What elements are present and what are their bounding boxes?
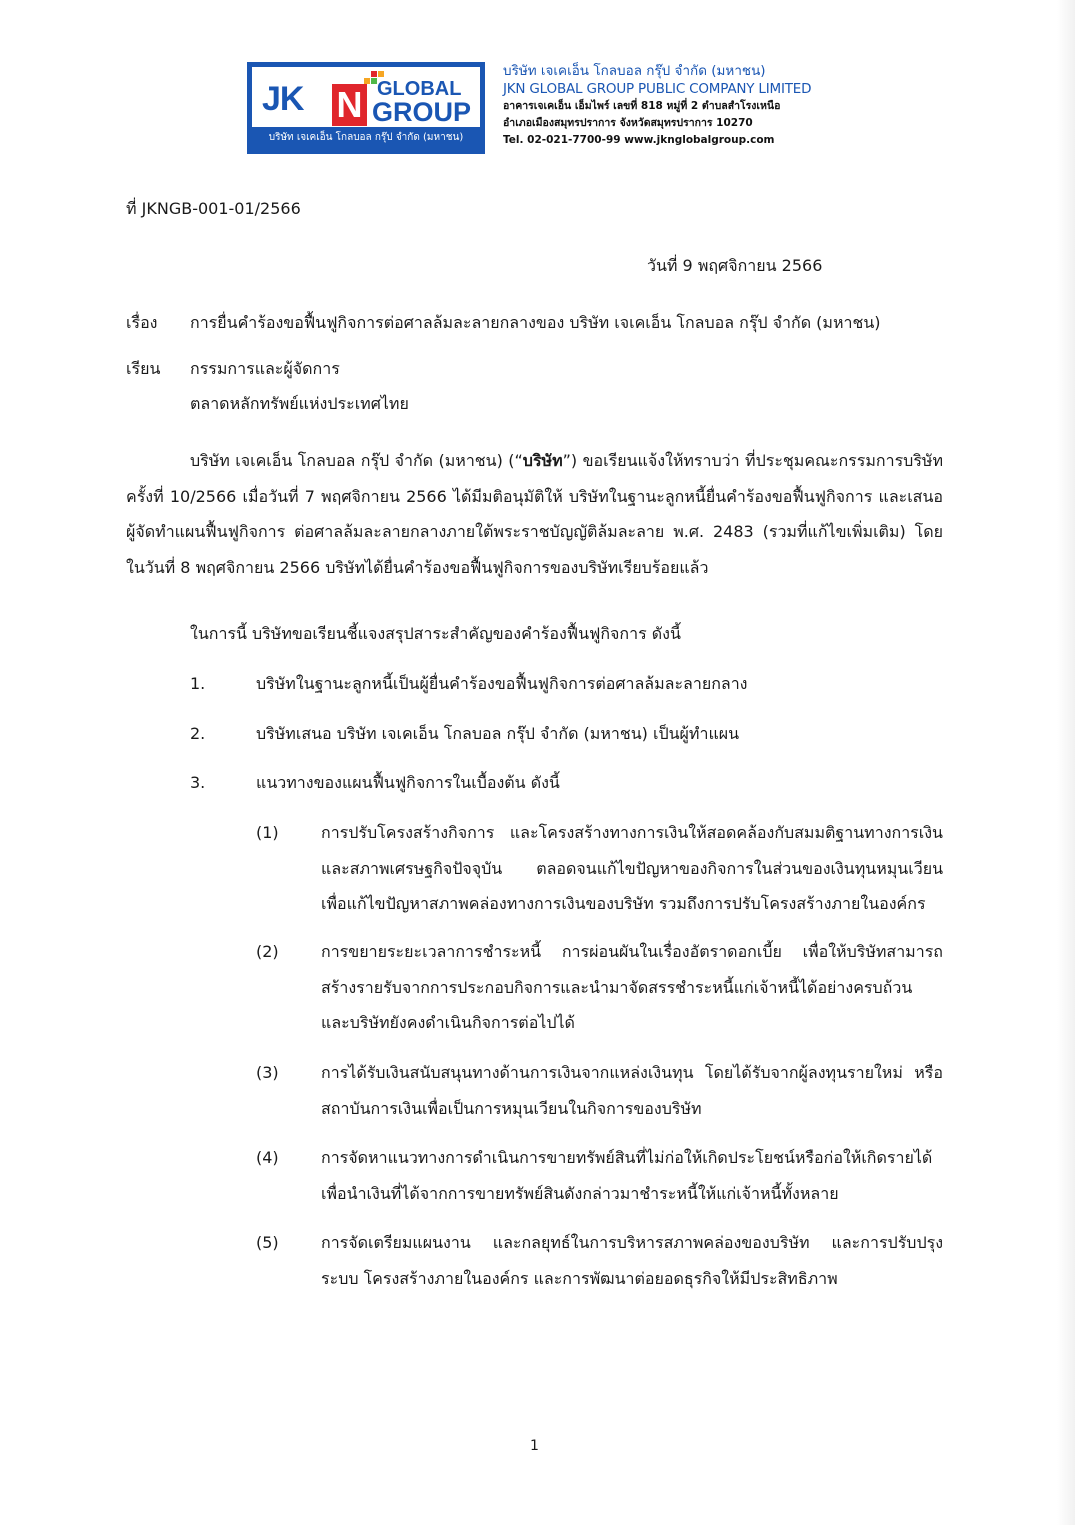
subitem-2-line-3: และบริษัทยังคงดำเนินกิจการต่อไปได้ (321, 1013, 575, 1032)
subitem-1-text (321, 815, 943, 922)
company-logo (247, 62, 485, 154)
logo-caption: บริษัท เจเคเอ็น โกลบอล กรุ๊ป จำกัด (มหาชน) (268, 132, 464, 143)
item-1-number: 1. (190, 674, 206, 693)
subitem-4-line-2: เพื่อนำเงินที่ได้จากการขายทรัพย์สินดังกล่าวมาชำระหนี้ให้แก่เจ้าหนี้ทั้งหลาย (321, 1183, 839, 1203)
intro-line-2: ครั้งที่ 10/2566 เมื่อวันที่ 7 พฤศจิกายน 2566 ได้มีมติอนุมัติให้ บริษัทในฐานะลูกหนี้ยื่นคำร้องขอฟื้นฟูกิจการ และเสนอ (126, 486, 943, 506)
subitem-3-text (321, 1055, 943, 1126)
item-2-text: บริษัทเสนอ บริษัท เจเคเอ็น โกลบอล กรุ๊ป จำกัด (มหาชน) เป็นผู้ทำแผน (256, 724, 740, 743)
company-name-en: JKN GLOBAL GROUP PUBLIC COMPANY LIMITED (503, 81, 812, 97)
subject-text: การยื่นคำร้องขอฟื้นฟูกิจการต่อศาลล้มละลายกลางของ บริษัท เจเคเอ็น โกลบอล กรุ๊ป จำกัด (มหาชน) (190, 313, 881, 332)
logo-panel (252, 67, 480, 127)
subitem-2-line-1: การขยายระยะเวลาการชำระหนี้ การผ่อนผันในเรื่องอัตราดอกเบี้ย เพื่อให้บริษัทสามารถ (321, 942, 943, 961)
intro-paragraph (126, 443, 943, 585)
subitem-4-text (321, 1140, 943, 1211)
subitem-4-number: (4) (256, 1148, 279, 1167)
subitem-4-line-1: การจัดหาแนวทางการดำเนินการขายทรัพย์สินที่ไม่ก่อให้เกิดประโยชน์หรือก่อให้เกิดรายได้ (321, 1148, 933, 1167)
subitem-5-number: (5) (256, 1233, 279, 1252)
item-3-text: แนวทางของแผนฟื้นฟูกิจการในเบื้องต้น ดังนี้ (256, 773, 560, 792)
subitem-5-line-2: ระบบ โครงสร้างภายในองค์กร และการพัฒนาต่อยอดธุรกิจให้มีประสิทธิภาพ (321, 1268, 838, 1288)
recipient-line-2: ตลาดหลักทรัพย์แห่งประเทศไทย (190, 394, 409, 413)
company-address-1: อาคารเจเคเอ็น เอ็มไพร์ เลขที่ 818 หมู่ที่ 2 ตำบลสำโรงเหนือ (503, 100, 781, 112)
subitem-1-line-1: การปรับโครงสร้างกิจการ และโครงสร้างทางการเงินให้สอดคล้องกับสมมติฐานทางการเงิน (321, 823, 943, 842)
letter-date: วันที่ 9 พฤศจิกายน 2566 (647, 256, 823, 275)
logo-jk: JK (262, 80, 304, 118)
subitem-3-line-1: การได้รับเงินสนับสนุนทางด้านการเงินจากแหล่งเงินทุน โดยได้รับจากผู้ลงทุนรายใหม่ หรือ (321, 1063, 943, 1082)
subitem-1-line-2: และสภาพเศรษฐกิจปัจจุบัน ตลอดจนแก้ไขปัญหาของกิจการในส่วนของเงินทุนหมุนเวียน (321, 858, 943, 878)
summary-intro: ในการนี้ บริษัทขอเรียนชี้แจงสรุปสาระสำคัญของคำร้องฟื้นฟูกิจการ ดังนี้ (190, 624, 681, 643)
subitem-3-line-2: สถาบันการเงินเพื่อเป็นการหมุนเวียนในกิจการของบริษัท (321, 1098, 702, 1118)
subitem-5-line-1: การจัดเตรียมแผนงาน และกลยุทธ์ในการบริหารสภาพคล่องของบริษัท และการปรับปรุง (321, 1233, 943, 1252)
logo-n-block: N (332, 84, 367, 126)
recipient-line-1: กรรมการและผู้จัดการ (190, 359, 340, 378)
reference-number: ที่ JKNGB-001-01/2566 (126, 199, 301, 218)
item-1-text: บริษัทในฐานะลูกหนี้เป็นผู้ยื่นคำร้องขอฟื้นฟูกิจการต่อศาลล้มละลายกลาง (256, 674, 748, 693)
intro-line-3: ผู้จัดทำแผนฟื้นฟูกิจการ ต่อศาลล้มละลายกลางภายใต้พระราชบัญญัติล้มละลาย พ.ศ. 2483 (รวมที่แก้ไขเพิ่มเติม) โดย (126, 522, 943, 541)
subject-label: เรื่อง (126, 313, 158, 332)
subitem-5-text (321, 1225, 943, 1296)
page-number: 1 (530, 1438, 539, 1454)
company-info (503, 62, 811, 149)
company-name-th: บริษัท เจเคเอ็น โกลบอล กรุ๊ป จำกัด (มหาชน) (503, 63, 766, 79)
subitem-1-number: (1) (256, 823, 279, 842)
logo-global: GLOBAL (377, 78, 462, 100)
recipient-label: เรียน (126, 359, 161, 378)
intro-line-4: ในวันที่ 8 พฤศจิกายน 2566 บริษัทได้ยื่นคำร้องขอฟื้นฟูกิจการของบริษัทเรียบร้อยแล้ว (126, 557, 709, 577)
intro-line-1-post: ”) ขอเรียนแจ้งให้ทราบว่า ที่ประชุมคณะกรรมการบริษัท (562, 451, 944, 470)
intro-line-1 (126, 443, 943, 479)
intro-company-term: บริษัท (522, 451, 563, 470)
company-address-2: อำเภอเมืองสมุทรปราการ จังหวัดสมุทรปราการ 10270 (503, 117, 753, 129)
subitem-2-number: (2) (256, 942, 279, 961)
logo-group: GROUP (372, 97, 472, 127)
item-3-number: 3. (190, 773, 206, 792)
intro-line-1-pre: บริษัท เจเคเอ็น โกลบอล กรุ๊ป จำกัด (มหาชน) (“ (190, 451, 523, 470)
subitem-2-line-2: สร้างรายรับจากการประกอบกิจการและนำมาจัดสรรชำระหนี้แก่เจ้าหนี้ได้อย่างครบถ้วน (321, 977, 913, 997)
page-edge-shadow (1057, 0, 1075, 1525)
subitem-3-number: (3) (256, 1063, 279, 1082)
subitem-1-line-3: เพื่อแก้ไขปัญหาสภาพคล่องทางการเงินของบริษัท รวมถึงการปรับโครงสร้างภายในองค์กร (321, 894, 926, 913)
subitem-2-text (321, 934, 943, 1041)
item-2-number: 2. (190, 724, 206, 743)
company-contact: Tel. 02-021-7700-99 www.jknglobalgroup.com (503, 134, 775, 146)
